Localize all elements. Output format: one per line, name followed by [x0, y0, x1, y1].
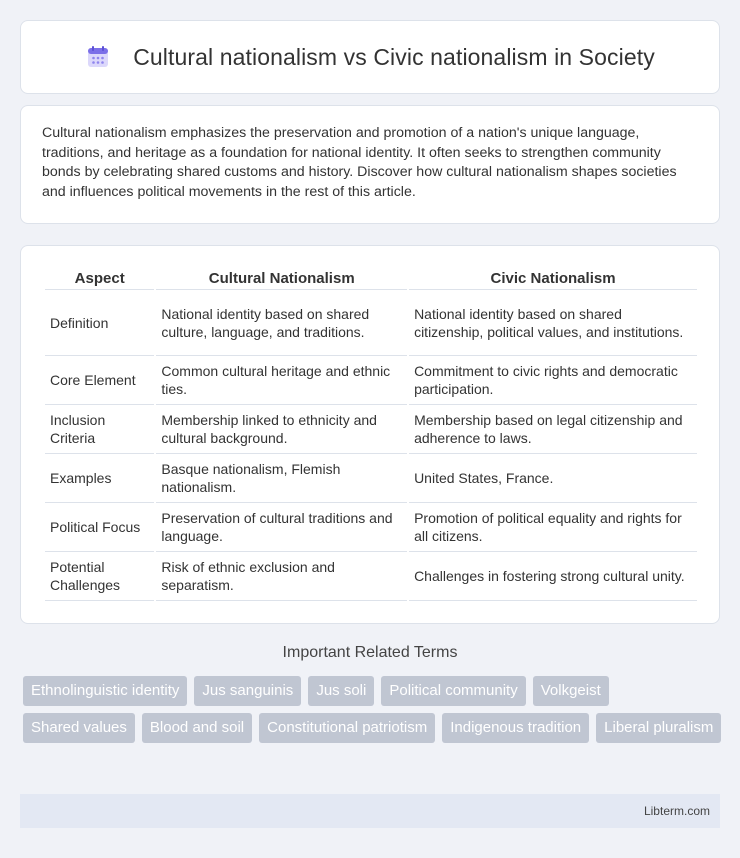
related-terms-list [23, 676, 723, 743]
related-terms-heading: Important Related Terms [282, 644, 458, 661]
cultural-cell: Basque nationalism, Flemish nationalism. [156, 454, 407, 503]
aspect-cell: Political Focus [45, 503, 154, 552]
table-row [45, 503, 697, 552]
tag-political-community[interactable]: Political community [381, 676, 525, 706]
tag-volkgeist[interactable]: Volkgeist [533, 676, 609, 706]
table-row [45, 552, 697, 601]
civic-cell: Challenges in fostering strong cultural unity. [409, 552, 697, 601]
table-row [45, 290, 697, 356]
comparison-table [43, 266, 699, 601]
table-header-row [45, 266, 697, 290]
civic-cell: Membership based on legal citizenship and adherence to laws. [409, 405, 697, 454]
civic-cell: National identity based on shared citizenship, political values, and institutions. [409, 290, 697, 356]
table-row [45, 356, 697, 405]
tag-indigenous-tradition[interactable]: Indigenous tradition [442, 713, 589, 743]
aspect-cell: Potential Challenges [45, 552, 154, 601]
cultural-cell: Risk of ethnic exclusion and separatism. [156, 552, 407, 601]
tag-ethnolinguistic-identity[interactable]: Ethnolinguistic identity [23, 676, 187, 706]
calendar-icon [85, 44, 111, 70]
tag-liberal-pluralism[interactable]: Liberal pluralism [596, 713, 721, 743]
civic-cell: United States, France. [409, 454, 697, 503]
tag-shared-values[interactable]: Shared values [23, 713, 135, 743]
intro-text: Cultural nationalism emphasizes the preservation and promotion of a nation's unique language, traditions, and heritage as a foundation for national identity. It often seeks to strengthen community bonds by celebrating shared customs and history. Discover how cultural nationalism shapes societies and influences political movements in the rest of this article. [42, 125, 677, 200]
footer [20, 794, 720, 828]
table-row [45, 405, 697, 454]
tag-jus-sanguinis[interactable]: Jus sanguinis [194, 676, 301, 706]
tag-constitutional-patriotism[interactable]: Constitutional patriotism [259, 713, 435, 743]
table-row [45, 454, 697, 503]
tag-jus-soli[interactable]: Jus soli [308, 676, 374, 706]
header-aspect: Aspect [45, 266, 154, 290]
cultural-cell: Membership linked to ethnicity and cultural background. [156, 405, 407, 454]
aspect-cell: Definition [45, 290, 154, 356]
page-title: Cultural nationalism vs Civic nationalism in Society [133, 43, 655, 70]
civic-cell: Promotion of political equality and rights for all citizens. [409, 503, 697, 552]
intro-card [20, 105, 720, 224]
tag-blood-and-soil[interactable]: Blood and soil [142, 713, 252, 743]
header-civic: Civic Nationalism [409, 266, 697, 290]
aspect-cell: Inclusion Criteria [45, 405, 154, 454]
cultural-cell: Common cultural heritage and ethnic ties. [156, 356, 407, 405]
cultural-cell: National identity based on shared culture, language, and traditions. [156, 290, 407, 356]
comparison-card [20, 245, 720, 624]
civic-cell: Commitment to civic rights and democratic participation. [409, 356, 697, 405]
aspect-cell: Examples [45, 454, 154, 503]
footer-site-link[interactable]: Libterm.com [643, 804, 710, 818]
aspect-cell: Core Element [45, 356, 154, 405]
header-cultural: Cultural Nationalism [156, 266, 407, 290]
cultural-cell: Preservation of cultural traditions and language. [156, 503, 407, 552]
title-card [20, 20, 720, 94]
